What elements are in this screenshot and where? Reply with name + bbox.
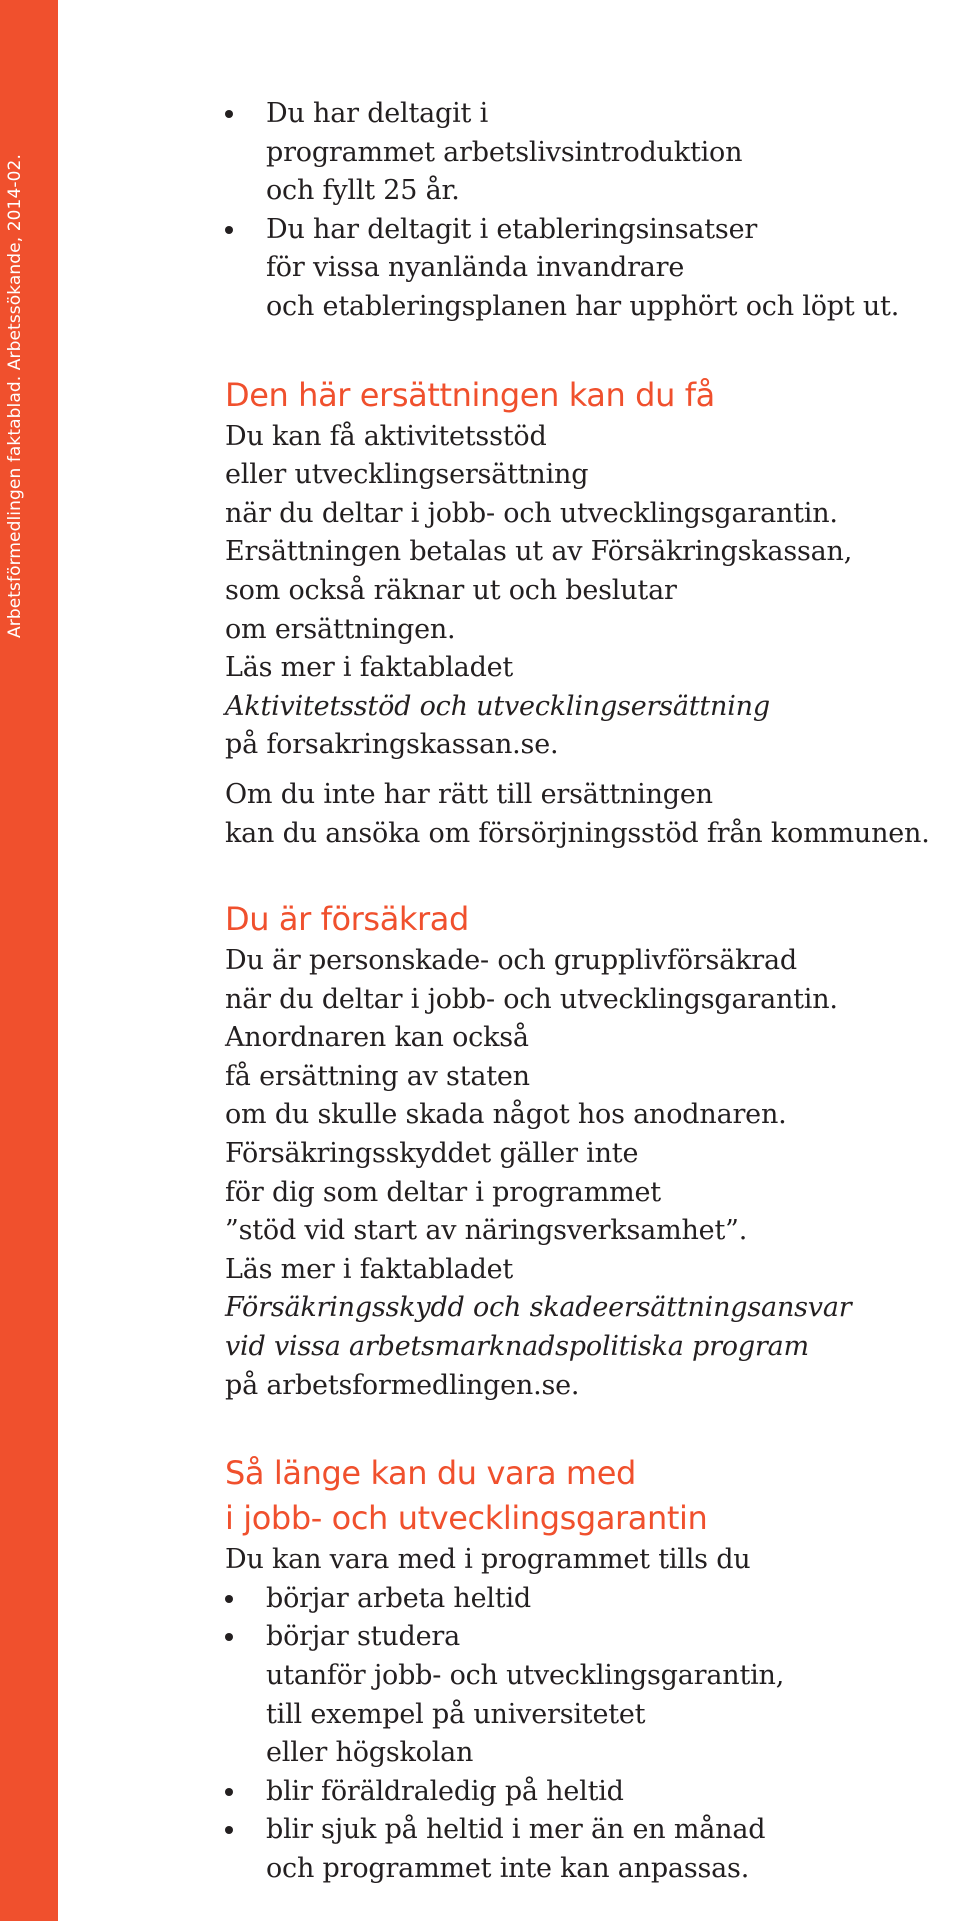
bullet-line: blir föräldraledig på heltid [266, 1775, 624, 1807]
section-heading-duration: i jobb- och utvecklingsgarantin [225, 1499, 708, 1538]
paragraph-line: få ersättning av staten [225, 1060, 530, 1092]
factsheet-title: Aktivitetsstöd och utvecklingsersättning [225, 690, 770, 722]
factsheet-title: vid vissa arbetsmarknadspolitiska program [225, 1331, 809, 1363]
factsheet-title: Försäkringsskydd och skadeersättningsansvar [225, 1292, 852, 1324]
paragraph-line: när du deltar i jobb- och utvecklingsgarantin. [225, 983, 838, 1015]
list-item [225, 1580, 960, 1619]
paragraph-line: om du skulle skada något hos anodnaren. [225, 1099, 787, 1131]
paragraph-line: Anordnaren kan också [225, 1022, 529, 1054]
paragraph-line: om ersättningen. [225, 613, 456, 645]
intro-bullet-list [225, 95, 960, 327]
section-heading-insurance: Du är försäkrad [225, 900, 469, 939]
list-item [225, 1811, 960, 1888]
paragraph-line: ”stöd vid start av näringsverksamhet”. [225, 1215, 748, 1247]
bullet-line: börjar arbeta heltid [266, 1582, 531, 1614]
side-bar [0, 0, 58, 1921]
bullet-line: och programmet inte kan anpassas. [266, 1852, 750, 1884]
paragraph-line: för dig som deltar i programmet [225, 1176, 661, 1208]
side-label: Arbetsförmedlingen faktablad. Arbetssökande, 2014-02. [5, 154, 25, 638]
bullet-line: till exempel på universitetet [266, 1698, 646, 1730]
paragraph-line: på forsakringskassan.se. [225, 729, 559, 761]
bullet-line: blir sjuk på heltid i mer än en månad [266, 1814, 766, 1846]
paragraph-line: Du kan vara med i programmet tills du [225, 1544, 751, 1576]
paragraph-line: Läs mer i faktabladet [225, 1253, 514, 1285]
paragraph-line: när du deltar i jobb- och utvecklingsgarantin. [225, 497, 838, 529]
paragraph-line: på arbetsformedlingen.se. [225, 1369, 580, 1401]
paragraph-line: som också räknar ut och beslutar [225, 574, 677, 606]
list-item [225, 95, 960, 211]
paragraph-line: Ersättningen betalas ut av Försäkringskassan, [225, 536, 853, 568]
list-item [225, 1773, 960, 1812]
document-content [225, 95, 960, 1889]
duration-bullet-list [225, 1580, 960, 1889]
list-item [225, 211, 960, 327]
paragraph-line: Läs mer i faktabladet [225, 652, 514, 684]
bullet-line: börjar studera [266, 1621, 460, 1653]
paragraph-line: Du kan få aktivitetsstöd [225, 420, 547, 452]
bullet-line: eller högskolan [266, 1737, 474, 1769]
paragraph-line: Om du inte har rätt till ersättningen [225, 778, 713, 810]
section-heading-duration: Så länge kan du vara med [225, 1454, 636, 1493]
paragraph-line: kan du ansöka om försörjningsstöd från kommunen. [225, 817, 930, 849]
bullet-line: Du har deltagit i etableringsinsatser [266, 213, 758, 245]
paragraph-line: eller utvecklingsersättning [225, 459, 589, 491]
paragraph-line: Du är personskade- och grupplivförsäkrad [225, 945, 797, 977]
bullet-line: och fyllt 25 år. [266, 175, 460, 207]
paragraph-line: Försäkringsskyddet gäller inte [225, 1138, 639, 1170]
bullet-line: utanför jobb- och utvecklingsgarantin, [266, 1660, 785, 1691]
list-item [225, 1618, 960, 1772]
bullet-line: och etableringsplanen har upphört och löpt ut. [266, 290, 900, 322]
bullet-line: för vissa nyanlända invandrare [266, 252, 685, 284]
bullet-line: Du har deltagit i [266, 98, 489, 129]
section-heading-compensation: Den här ersättningen kan du få [225, 375, 715, 414]
bullet-line: programmet arbetslivsintroduktion [266, 136, 743, 168]
